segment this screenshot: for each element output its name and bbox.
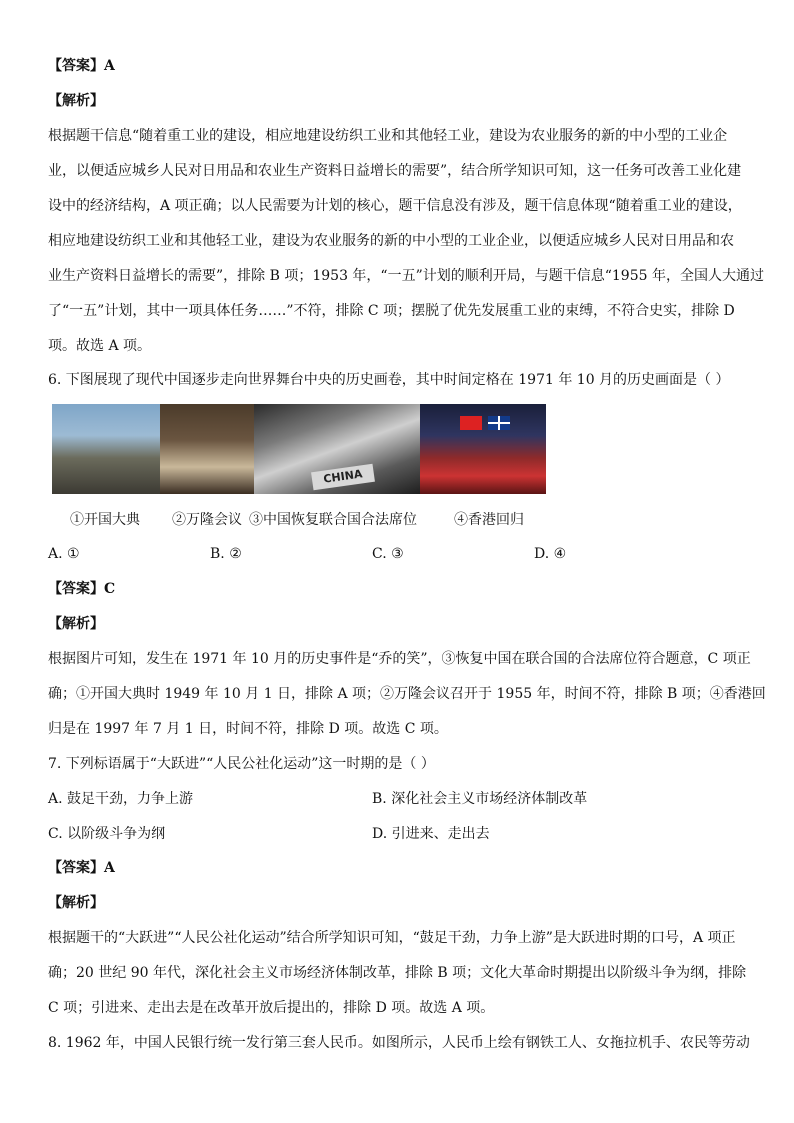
q6-option-d: D. ④ xyxy=(534,546,567,562)
q5-analysis-line: 项。故选 A 项。 xyxy=(48,338,152,354)
q5-analysis-line: 了“一五”计划，其中一项具体任务……”不符，排除 C 项；摆脱了优先发展重工业的束缚，不符合史实，排除 D xyxy=(48,303,735,319)
q5-answer: 【答案】A xyxy=(48,58,115,74)
china-flag-icon xyxy=(460,416,482,430)
q5-analysis-line: 设中的经济结构，A 项正确；以人民需要为计划的核心，题干信息没有涉及，题干信息体现“随着重工业的建设， xyxy=(48,198,742,214)
q5-analysis-line: 相应地建设纺织工业和其他轻工业，建设为农业服务的新的中小型的工业企业，以便适应城乡人民对日用品和农 xyxy=(48,233,734,249)
q5-analysis-line: 业生产资料日益增长的需要”，排除 B 项；1953 年，“一五”计划的顺利开局，与题干信息“1955 年，全国人大通过 xyxy=(48,268,764,284)
q6-analysis-label: 【解析】 xyxy=(48,616,104,632)
q7-analysis-line: 确；20 世纪 90 年代，深化社会主义市场经济体制改革，排除 B 项；文化大革命时期提出以阶级斗争为纲，排除 xyxy=(48,965,747,981)
q6-analysis-line: 根据图片可知，发生在 1971 年 10 月的历史事件是“乔的笑”，③恢复中国在联合国的合法席位符合题意，C 项正 xyxy=(48,651,751,667)
photo-un-seat-restoration xyxy=(254,404,420,494)
q5-analysis-label: 【解析】 xyxy=(48,93,104,109)
q6-answer: 【答案】C xyxy=(48,581,116,597)
q8-stem: 8. 1962 年，中国人民银行统一发行第三套人民币。如图所示，人民币上绘有钢铁工人、女拖拉机手、农民等劳动 xyxy=(48,1035,750,1051)
q6-caption-3: ③中国恢复联合国合法席位 xyxy=(249,512,417,528)
q6-caption-4: ④香港回归 xyxy=(454,512,524,528)
q6-option-c: C. ③ xyxy=(372,546,404,562)
q7-option-a: A. 鼓足干劲，力争上游 xyxy=(48,791,194,807)
photo-bandung-conference xyxy=(160,404,254,494)
q6-caption-1: ①开国大典 xyxy=(70,512,140,528)
q6-option-b: B. ② xyxy=(210,546,242,562)
q6-caption-2: ②万隆会议 xyxy=(172,512,242,528)
q7-stem: 7. 下列标语属于“大跃进”“人民公社化运动”这一时期的是（ ） xyxy=(48,756,435,772)
q6-analysis-line: 归是在 1997 年 7 月 1 日，时间不符，排除 D 项。故选 C 项。 xyxy=(48,721,448,737)
q7-option-d: D. 引进来、走出去 xyxy=(372,826,490,842)
q6-photo-strip xyxy=(52,404,546,494)
q6-analysis-line: 确；①开国大典时 1949 年 10 月 1 日，排除 A 项；②万隆会议召开于 1955 年，时间不符，排除 B 项；④香港回 xyxy=(48,686,766,702)
uk-flag-icon xyxy=(488,416,510,430)
q7-option-c: C. 以阶级斗争为纲 xyxy=(48,826,166,842)
q5-analysis-line: 根据题干信息“随着重工业的建设，相应地建设纺织工业和其他轻工业，建设为农业服务的新的中小型的工业企 xyxy=(48,128,728,144)
q7-option-b: B. 深化社会主义市场经济体制改革 xyxy=(372,791,588,807)
q6-stem: 6. 下图展现了现代中国逐步走向世界舞台中央的历史画卷，其中时间定格在 1971 年 10 月的历史画面是（ ） xyxy=(48,372,730,388)
photo-founding-ceremony xyxy=(52,404,160,494)
q6-option-a: A. ① xyxy=(48,546,80,562)
q7-analysis-label: 【解析】 xyxy=(48,895,104,911)
q7-analysis-line: 根据题干的“大跃进”“人民公社化运动”结合所学知识可知，“鼓足干劲，力争上游”是大跃进时期的口号，A 项正 xyxy=(48,930,736,946)
china-nameplate: CHINA xyxy=(311,464,375,490)
q7-answer: 【答案】A xyxy=(48,860,115,876)
q5-analysis-line: 业，以便适应城乡人民对日用品和农业生产资料日益增长的需要”，结合所学知识可知，这一任务可改善工业化建 xyxy=(48,163,742,179)
photo-hong-kong-handover xyxy=(420,404,546,494)
q7-analysis-line: C 项；引进来、走出去是在改革开放后提出的，排除 D 项。故选 A 项。 xyxy=(48,1000,495,1016)
